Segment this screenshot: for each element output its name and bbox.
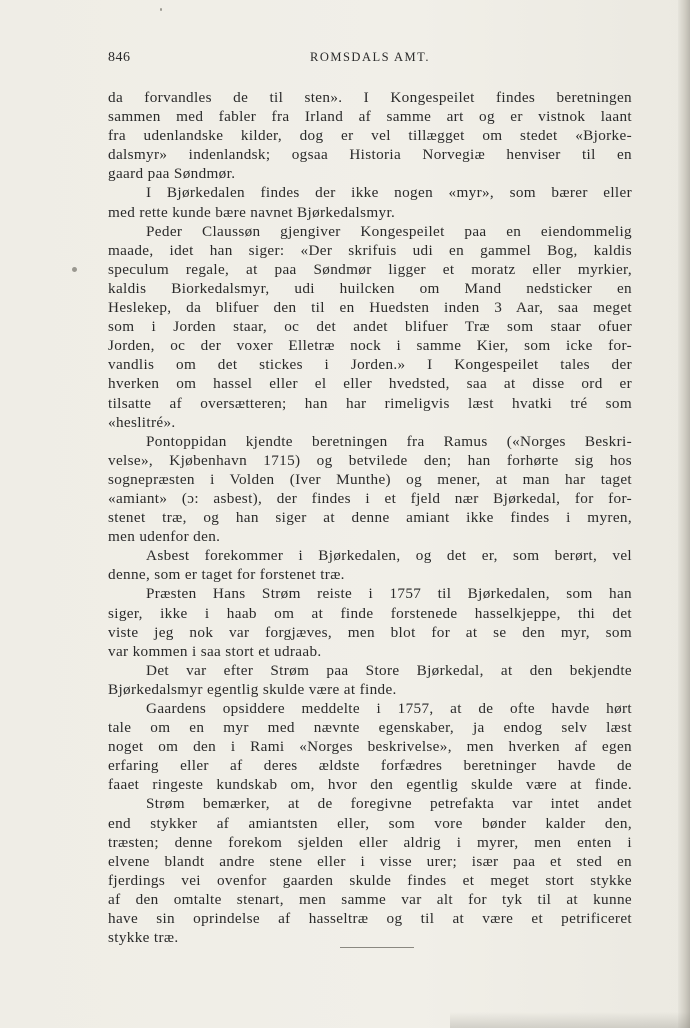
text-line: faaet ringeste kundskab om, hvor den egentlig skulde være at finde. — [108, 776, 632, 794]
text-line: kaldis Biorkedalsmyr, udi huilcken om Mand nedsticker en — [108, 279, 632, 297]
text-line: end stykker af amiantsten eller, som vore bønder kalder den, — [108, 814, 632, 832]
section-divider — [340, 947, 414, 948]
text-line: da forvandles de til sten». I Kongespeilet findes beretningen — [108, 89, 632, 106]
text-line: dalsmyr» indenlandsk; ogsaa Historia Norvegiæ henviser til en — [108, 146, 632, 164]
text-line: have sin oprindelse af hasseltræ og til at være et petrificeret — [108, 910, 632, 928]
text-line: speculum regale, at paa Søndmør ligger et moratz eller myrkier, — [108, 260, 632, 278]
text-line: Præsten Hans Strøm reiste i 1757 til Bjørkedalen, som han — [146, 585, 632, 603]
text-line: Gaardens opsiddere meddelte i 1757, at de ofte havde hørt — [146, 700, 632, 717]
text-line: I Bjørkedalen findes der ikke nogen «myr», som bærer eller — [146, 184, 632, 202]
text-line: maade, idet han siger: «Der skrifuis udi en gammel Bog, kaldis — [108, 241, 632, 259]
text-line: viste jeg nok var forgjæves, men blot for at se den myr, som — [108, 623, 632, 641]
text-line: Heslekep, da blifuer den til en Huedsten inden 3 Aar, saa meget — [108, 299, 632, 317]
text-line: var kommen i saa stort et udraab. — [108, 642, 322, 660]
page-header — [108, 50, 632, 70]
text-line: stykke træ. — [108, 929, 179, 947]
text-line: denne, som er taget for forstenet træ. — [108, 566, 345, 584]
print-speck — [72, 267, 77, 272]
text-line: elvene blandt andre stene eller i visse urer; især paa et sted en — [108, 852, 632, 870]
page-number: 846 — [108, 50, 131, 65]
text-line: tilsatte af oversætteren; han har rimeligvis læst hvatki tré som — [108, 394, 632, 412]
text-line: siger, ikke i haab om at finde forstenede hasselkjeppe, thi det — [108, 604, 632, 622]
text-line: Peder Claussøn gjengiver Kongespeilet paa en eiendommelig — [146, 222, 632, 240]
text-line: Jorden, oc der voxer Elletræ nock i samme Kier, som icke for- — [108, 337, 632, 355]
text-line: sammen med fabler fra Irland af samme art og er vistnok laant — [108, 108, 632, 126]
text-line: erfaring eller af deres ældste forfædres beretninger havde de — [108, 757, 632, 775]
page-edge — [678, 0, 690, 1028]
text-line: tale om en myr med nævnte egenskaber, ja endog selv læst — [108, 719, 632, 737]
text-line: Bjørkedalsmyr egentlig skulde være at finde. — [108, 680, 397, 698]
text-line: «amiant» (ɔ: asbest), der findes i et fjeld nær Bjørkedal, for for- — [108, 489, 632, 507]
text-line: hverken om hassel eller el eller hvedsted, saa at disse ord er — [108, 375, 632, 393]
page-shadow — [450, 1012, 690, 1028]
text-line: af den omtalte stenart, men samme var alt for tyk til at kunne — [108, 890, 632, 908]
text-line: Pontoppidan kjendte beretningen fra Ramus («Norges Beskri- — [146, 432, 632, 450]
text-line: fjerdings vei ovenfor gaarden skulde findes et meget stort stykke — [108, 871, 632, 889]
running-title: ROMSDALS AMT. — [310, 50, 430, 64]
text-line: Det var efter Strøm paa Store Bjørkedal, at den bekjendte — [146, 661, 632, 679]
text-line: noget om den i Rami «Norges beskrivelse», men hverken af egen — [108, 738, 632, 756]
text-line: som i Jorden staar, oc det andet blifuer Træ som staar ofuer — [108, 318, 632, 336]
text-line: Asbest forekommer i Bjørkedalen, og det er, som berørt, vel — [146, 547, 632, 565]
text-line: stenet træ, og han siger at denne amiant ikke findes i myren, — [108, 509, 632, 527]
text-line: med rette kunde bære navnet Bjørkedalsmyr. — [108, 203, 396, 221]
body-text — [108, 88, 632, 947]
text-line: velse», Kjøbenhavn 1715) og betvilede den; han forhørte sig hos — [108, 451, 632, 469]
text-line: fra udenlandske kilder, dog er vel tillægget om stedet «Bjorke- — [108, 127, 632, 145]
text-line: gaard paa Søndmør. — [108, 165, 236, 183]
text-line: men udenfor den. — [108, 528, 221, 546]
text-line: «heslitré». — [108, 413, 176, 431]
text-line: sognepræsten i Volden (Iver Munthe) og mener, at man har taget — [108, 470, 632, 488]
print-speck — [160, 8, 162, 11]
text-line: vandlis om det stickes i Jorden.» I Kongespeilet tales der — [108, 356, 632, 374]
text-line: Strøm bemærker, at de foregivne petrefakta var intet andet — [146, 795, 632, 813]
text-line: træsten; denne forekom sjelden eller aldrig i myrer, men enten i — [108, 833, 632, 851]
